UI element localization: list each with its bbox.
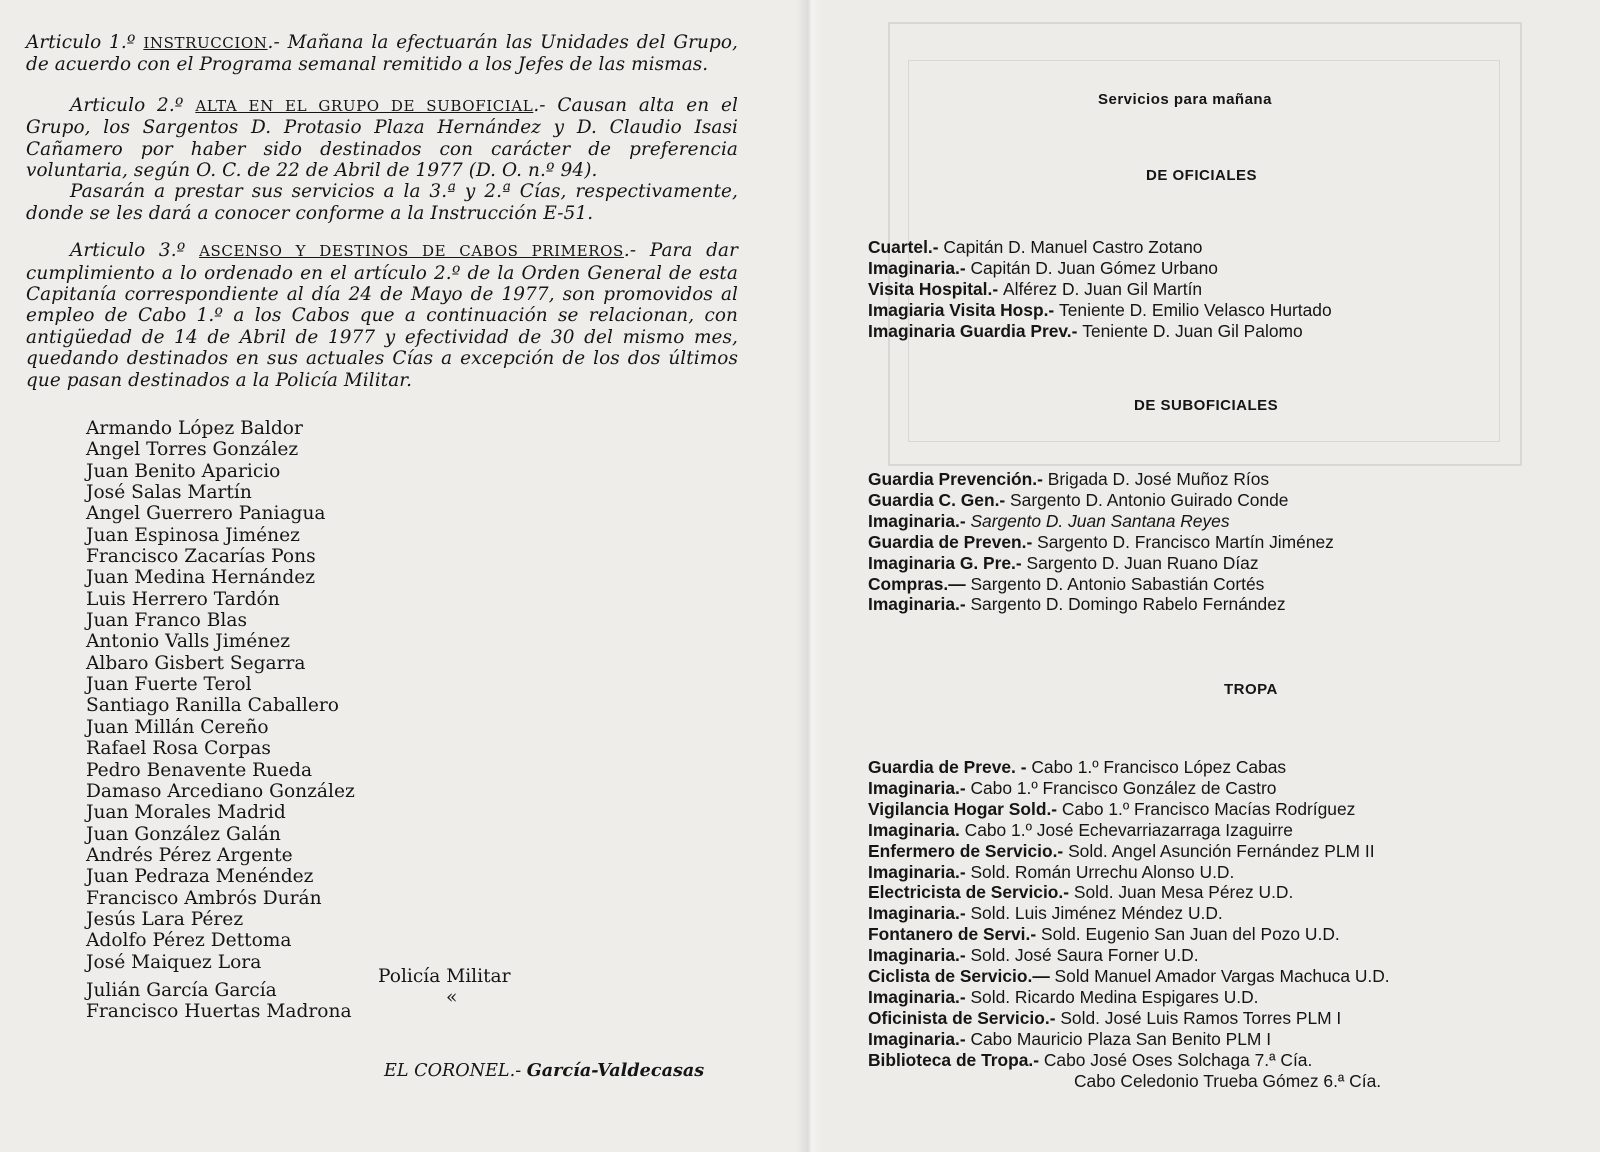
list-item: Jesús Lara Pérez [86,908,244,930]
article-3-heading: ASCENSO Y DESTINOS DE CABOS PRIMEROS [199,242,624,261]
list-item: Imaginaria.- Cabo 1.º Francisco González de Castro [868,777,1277,798]
right-page [808,0,1600,1152]
list-item: Juan Franco Blas [86,610,248,632]
list-item: Biblioteca de Tropa.- Cabo José Oses Solchaga 7.ª Cía. [868,1049,1313,1070]
list-item: Compras.— Sargento D. Antonio Sabastián Cortés [868,573,1265,594]
article-2-text-2: Pasarán a prestar sus servicios a la 3.ª y 2.ª Cías, respectivamente, donde se les dará a conocer conforme a la Instrucción E-51. [26,181,738,224]
article-1 [26,32,738,76]
list-item: Guardia Prevención.- Brigada D. José Muñoz Ríos [868,469,1270,489]
list-item: Juan Espinosa Jiménez [86,524,300,546]
list-item: Enfermero de Servicio.- Sold. Angel Asunción Fernández PLM II [868,840,1375,861]
list-item: Imaginaria.- Capitán D. Juan Gómez Urbano [868,257,1218,278]
tropa-heading: TROPA [1224,681,1278,698]
signature-line [384,1060,704,1081]
list-item: Juan Pedraza Menéndez [86,866,314,888]
list-item: Imaginaria.- Sold. Román Urrechu Alonso U.D. [868,861,1235,882]
list-item: Juan Benito Aparicio [86,460,281,482]
signature-name: García-Valdecasas [526,1060,705,1081]
list-item: Cabo Celedonio Trueba Gómez 6.ª Cía. [1074,1070,1382,1091]
article-2-lead: Articulo 2.º [70,94,196,116]
list-item: Imaginaria G. Pre.- Sargento D. Juan Ruano Díaz [868,552,1259,573]
policia-militar-note [378,966,511,1009]
list-item: Andrés Pérez Argente [86,844,293,866]
signature-title: EL CORONEL.- [384,1061,527,1081]
list-item: Santiago Ranilla Caballero [86,695,339,717]
list-item: Cuartel.- Capitán D. Manuel Castro Zotano [868,237,1203,257]
oficiales-list [868,237,1332,342]
oficiales-heading: DE OFICIALES [1146,167,1258,184]
article-2-heading: ALTA EN EL GRUPO DE SUBOFICIAL [195,96,534,115]
list-item: Damaso Arcediano González [86,780,355,802]
articles-text [26,32,738,391]
article-2 [26,95,738,182]
list-item: Angel Guerrero Paniagua [86,503,326,525]
list-item: Guardia C. Gen.- Sargento D. Antonio Guirado Conde [868,489,1289,510]
list-item-pm: Julián García García [86,979,277,1001]
pm-label: Policía Militar [378,966,511,987]
tropa-list [868,757,1390,1092]
article-3 [26,240,738,391]
list-item: Juan Medina Hernández [86,567,316,589]
list-item: Juan González Galán [86,823,281,845]
article-3-lead: Articulo 3.º [70,240,200,262]
list-item: Fontanero de Servi.- Sold. Eugenio San Juan del Pozo U.D. [868,924,1340,945]
list-item: Imaginaria. Cabo 1.º José Echevarriazarraga Izaguirre [868,819,1293,840]
list-item: Rafael Rosa Corpas [86,738,271,760]
suboficiales-list [868,469,1334,615]
list-item: Imaginaria.- Sold. José Saura Forner U.D. [868,945,1199,966]
list-item: Electricista de Servicio.- Sold. Juan Mesa Pérez U.D. [868,882,1294,903]
list-item: Francisco Zacarías Pons [86,546,316,568]
article-1-lead: Articulo 1.º [26,32,144,53]
suboficiales-heading: DE SUBOFICIALES [1134,397,1279,414]
list-item: Juan Fuerte Terol [86,674,252,696]
list-item: Luis Herrero Tardón [86,588,280,610]
list-item: Vigilancia Hogar Sold.- Cabo 1.º Francisco Macías Rodríguez [868,798,1356,819]
list-item: Juan Millán Cereño [86,716,269,738]
page-fold [796,0,822,1152]
list-item: Guardia de Preve. - Cabo 1.º Francisco López Cabas [868,757,1287,777]
list-item: Oficinista de Servicio.- Sold. José Luis Ramos Torres PLM I [868,1007,1342,1028]
list-item: Adolfo Pérez Dettoma [86,930,292,952]
list-item-pm: Francisco Huertas Madrona [86,1001,352,1023]
list-item: Visita Hospital.- Alférez D. Juan Gil Martín [868,278,1203,299]
services-text [808,0,1600,1152]
list-item: José Salas Martín [86,482,252,504]
list-item: Imaginaria.- Sold. Luis Jiménez Méndez U.D. [868,903,1223,924]
article-1-text: .- Mañana la efectuarán las Unidades del Grupo, de acuerdo con el Programa semanal remitido a los Jefes de las mismas. [26,32,738,76]
pm-ditto: « [446,987,458,1009]
list-item: Imaginaria Guardia Prev.- Teniente D. Juan Gil Palomo [868,320,1303,341]
list-item: José Maiquez Lora [86,951,262,973]
list-item: Imaginaria.- Cabo Mauricio Plaza San Benito PLM I [868,1028,1272,1049]
list-item: Albaro Gisbert Segarra [86,652,306,674]
list-item: Armando López Baldor [86,418,303,439]
list-item: Ciclista de Servicio.— Sold Manuel Amador Vargas Machuca U.D. [868,966,1390,987]
list-item: Angel Torres González [86,439,299,461]
article-2-text: .- Causan alta en el Grupo, los Sargentos D. Protasio Plaza Hernández y D. Claudio Isasi Cañamero por haber sido destinados con carácter de preferencia voluntaria, según O. C. de 22 de Abril de 1977 (D. O. n.º 94). [26,94,738,182]
list-item: Imaginaria.- Sargento D. Domingo Rabelo Fernández [868,594,1286,615]
article-1-heading: INSTRUCCION [143,34,268,52]
article-3-text: .- Para dar cumplimiento a lo ordenado en el artículo 2.º de la Orden General de esta Capitanía correspondiente al día 24 de Mayo de 1977, son promovidos al empleo de Cabo 1.º a los Cabos que a continuación se relacionan, con antigüedad de 14 de Abril de 1977 y efectividad de 30 del mismo mes, quedando destinados en sus actuales Cías a excepción de los dos últimos que pasan destinados a la Policía Militar. [26,240,738,391]
list-item: Imaginaria.- Sold. Ricardo Medina Espigares U.D. [868,986,1259,1007]
list-item: Juan Morales Madrid [86,802,286,824]
list-item: Pedro Benavente Rueda [86,759,313,781]
list-item: Guardia de Preven.- Sargento D. Francisco Martín Jiménez [868,531,1334,552]
list-item: Imagiaria Visita Hosp.- Teniente D. Emilio Velasco Hurtado [868,299,1332,320]
page-title: Servicios para mañana [1098,91,1272,108]
list-item: Antonio Valls Jiménez [86,631,291,653]
promoted-names-list [86,418,355,1023]
list-item: Francisco Ambrós Durán [86,887,322,909]
list-item: Imaginaria.- Sargento D. Juan Santana Reyes [868,510,1230,531]
